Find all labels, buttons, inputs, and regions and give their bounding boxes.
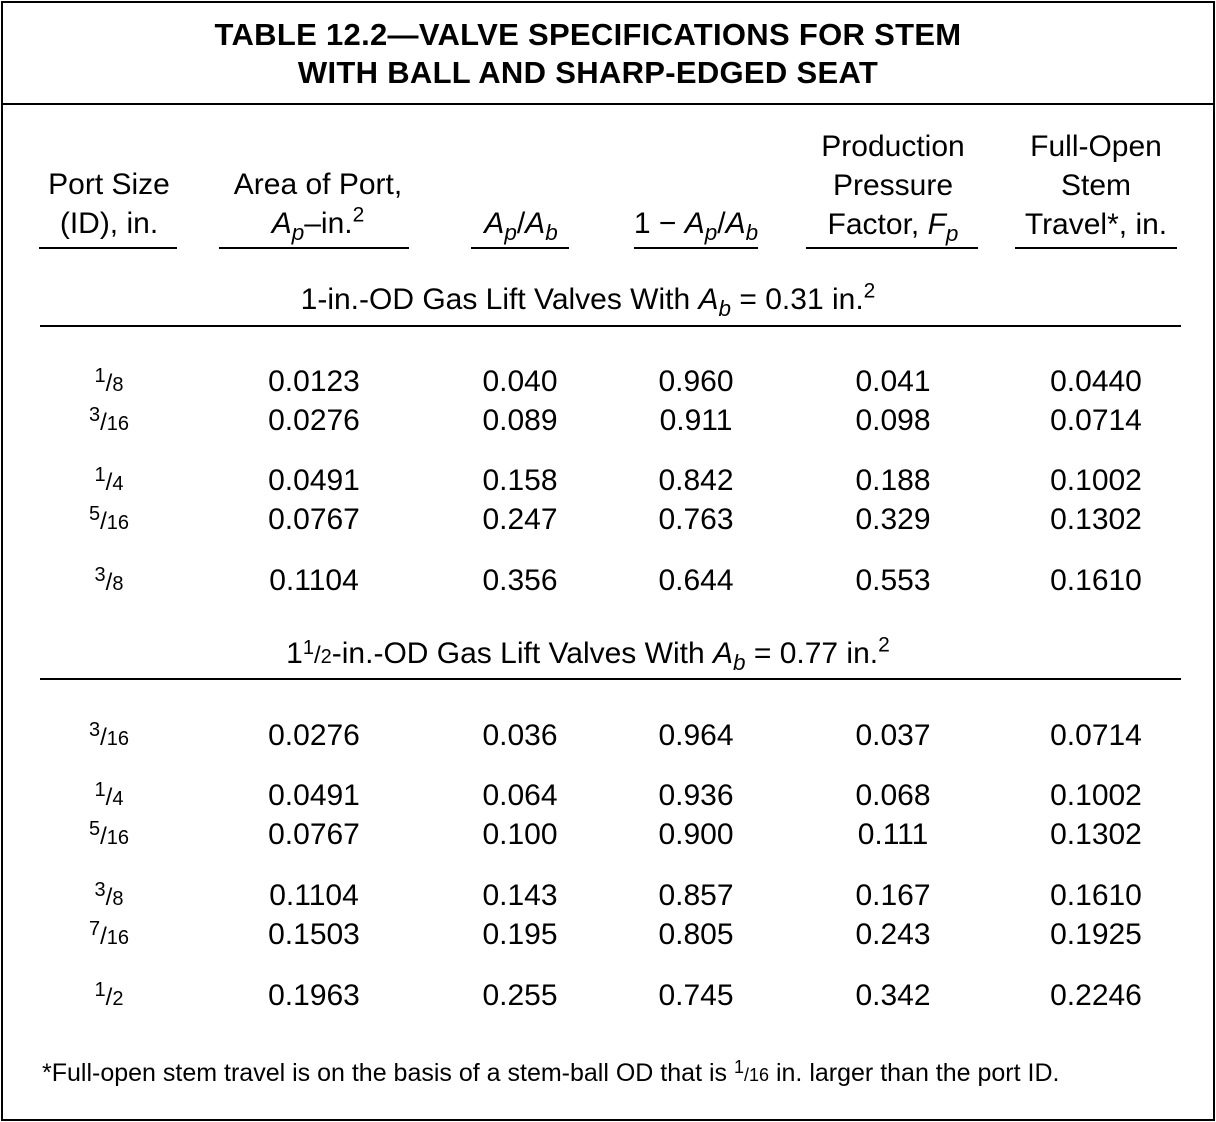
- section-heading-1in: 1-in.-OD Gas Lift Valves With $A_b = 0.31$ in.$^2$: [300, 279, 876, 321]
- header-stem-travel: Full-Open Stem Travel*, in.: [1024, 130, 1168, 241]
- one-minus-cell: 0.911: [659, 404, 733, 437]
- area-cell: 0.0767: [268, 818, 360, 851]
- header-one-minus-ap-ab: $1 - A_p/A_b$: [633, 207, 759, 245]
- one-minus-cell: 0.936: [658, 779, 734, 812]
- table-row: [3, 404, 1213, 442]
- section-rule: [40, 678, 1181, 680]
- ratio-cell: 0.064: [482, 779, 558, 812]
- one-minus-cell: 0.644: [658, 564, 734, 597]
- fp-cell: 0.041: [855, 365, 931, 398]
- port-size-cell: $^3$/16: [88, 719, 130, 751]
- ratio-cell: 0.089: [482, 404, 558, 437]
- table-frame: [1, 1, 1215, 1121]
- fp-cell: 0.243: [855, 918, 931, 951]
- table-title: [3, 3, 1213, 105]
- header-underline: [471, 247, 569, 249]
- ratio-cell: 0.040: [482, 365, 558, 398]
- area-cell: 0.1104: [269, 879, 359, 912]
- port-size-cell: $^3$/8: [94, 564, 124, 596]
- area-cell: 0.0767: [268, 503, 360, 536]
- table-row: [3, 979, 1213, 1017]
- header-area-of-port: Area of Port, $A_p-in.^2$: [233, 168, 403, 245]
- one-minus-cell: 0.745: [658, 979, 734, 1012]
- ratio-cell: 0.143: [482, 879, 558, 912]
- header-production-pressure-factor: Production Pressure Factor, $F_p$: [821, 130, 965, 246]
- title-line-2: WITH BALL AND SHARP-EDGED SEAT: [297, 55, 879, 90]
- table-row: [3, 365, 1213, 403]
- fp-cell: 0.111: [857, 818, 929, 851]
- header-underline: [634, 247, 758, 249]
- footnote: *Full-open stem travel is on the basis of a stem-ball OD that is 1/16 in. larger than the port ID.: [42, 1057, 1060, 1088]
- ratio-cell: 0.100: [482, 818, 558, 851]
- port-size-cell: $^3$/8: [94, 879, 124, 911]
- fp-cell: 0.553: [855, 564, 931, 597]
- port-size-cell: $^1$/4: [94, 464, 124, 496]
- port-size-cell: $^5$/16: [88, 503, 130, 535]
- header-port-size: Port Size (ID), in.: [48, 168, 170, 240]
- ratio-cell: 0.247: [482, 503, 558, 536]
- travel-cell: 0.1002: [1050, 464, 1142, 497]
- table-row: [3, 918, 1213, 956]
- area-cell: 0.0491: [268, 464, 360, 497]
- fp-cell: 0.329: [855, 503, 931, 536]
- area-cell: 0.1503: [268, 918, 360, 951]
- one-minus-cell: 0.857: [658, 879, 734, 912]
- one-minus-cell: 0.900: [658, 818, 734, 851]
- header-underline: [806, 247, 978, 249]
- travel-cell: 0.1610: [1050, 879, 1142, 912]
- fp-cell: 0.068: [855, 779, 931, 812]
- ratio-cell: 0.036: [482, 719, 558, 752]
- section-heading-1-5in: $1^1/2-in.-OD$ Gas Lift Valves With $A_b = 0.77$ in.$^2$: [286, 633, 890, 675]
- header-underline: [1015, 247, 1177, 249]
- port-size-cell: $^5$/16: [88, 818, 130, 850]
- area-cell: 0.0123: [268, 365, 360, 398]
- area-cell: 0.0491: [268, 779, 360, 812]
- one-minus-cell: 0.763: [658, 503, 734, 536]
- travel-cell: 0.1302: [1050, 503, 1142, 536]
- table-row: [3, 564, 1213, 602]
- fp-cell: 0.037: [855, 719, 931, 752]
- one-minus-cell: 0.805: [658, 918, 734, 951]
- header-ap-ab: $A_p/A_b$: [484, 207, 558, 245]
- port-size-cell: $^7$/16: [88, 918, 130, 950]
- travel-cell: 0.1002: [1050, 779, 1142, 812]
- one-minus-cell: 0.960: [658, 365, 734, 398]
- travel-cell: 0.1302: [1050, 818, 1142, 851]
- ratio-cell: 0.356: [482, 564, 558, 597]
- travel-cell: 0.2246: [1050, 979, 1142, 1012]
- table-row: [3, 818, 1213, 856]
- table-row: [3, 779, 1213, 817]
- port-size-cell: $^1$/4: [94, 779, 124, 811]
- fp-cell: 0.098: [855, 404, 931, 437]
- fp-cell: 0.342: [855, 979, 931, 1012]
- ratio-cell: 0.195: [482, 918, 558, 951]
- table-row: [3, 464, 1213, 502]
- area-cell: 0.0276: [268, 719, 360, 752]
- area-cell: 0.1104: [269, 564, 359, 597]
- travel-cell: 0.0440: [1050, 365, 1142, 398]
- fp-cell: 0.188: [855, 464, 931, 497]
- ratio-cell: 0.158: [482, 464, 558, 497]
- title-line-1: TABLE 12.2—VALVE SPECIFICATIONS FOR STEM: [214, 17, 962, 52]
- port-size-cell: $^3$/16: [88, 404, 130, 436]
- ratio-cell: 0.255: [482, 979, 558, 1012]
- port-size-cell: $^1$/8: [94, 365, 124, 397]
- area-cell: 0.1963: [268, 979, 360, 1012]
- table-row: [3, 503, 1213, 541]
- travel-cell: 0.0714: [1050, 404, 1142, 437]
- travel-cell: 0.1925: [1050, 918, 1142, 951]
- area-cell: 0.0276: [268, 404, 360, 437]
- travel-cell: 0.1610: [1050, 564, 1142, 597]
- header-underline: [39, 247, 177, 249]
- fp-cell: 0.167: [855, 879, 931, 912]
- table-row: [3, 879, 1213, 917]
- port-size-cell: $^1$/2: [94, 979, 124, 1011]
- one-minus-cell: 0.842: [658, 464, 734, 497]
- section-rule: [40, 325, 1181, 327]
- table-row: [3, 719, 1213, 757]
- travel-cell: 0.0714: [1050, 719, 1142, 752]
- one-minus-cell: 0.964: [658, 719, 734, 752]
- header-underline: [219, 247, 409, 249]
